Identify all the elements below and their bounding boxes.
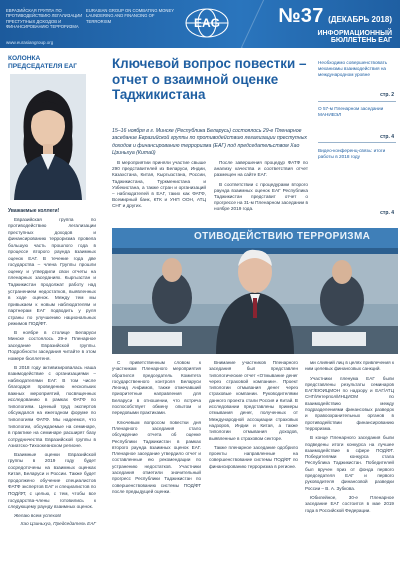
org-name-en: EURASIAN GROUP ON COMBATING MONEY LAUNDERING AND FINANCING OF TERRORISM [86, 8, 174, 24]
column-text [8, 208, 96, 530]
chairman-column [0, 48, 100, 574]
sidebar-item[interactable] [318, 148, 396, 218]
plenary-photo [112, 228, 398, 354]
eag-logo-icon [184, 6, 230, 40]
sidebar-item-page: стр. 4 [380, 134, 394, 140]
article-paragraph: С приветственным словом к участникам Пленарного мероприятия обратился председатель Комитета государственного контроля Беларуси Леонид Анфимов, также отмечавший приоритетные направления для Беларуси в отношении, что встреча поспособствует обмену опытом и передовыми практиками. [112, 360, 201, 416]
sidebar-divider [318, 142, 396, 143]
photo-banner-text: ОТИВОДЕЙСТВИЮ ТЕРРОРИЗМА [194, 231, 371, 242]
column-paragraph: Взаимные оценки Евразийской группы в 2019 году будет сосредоточены на взаимных оценках Китая, Беларуси и России. Также будет продолжено обучение специалистов ФАТФ экспертов ЕАГ и специалистов по ПОД/ФТ, с целью, с тем, чтобы все государства-члены готовились к следующему раунду взаимных оценок. [8, 451, 96, 510]
article-paragraph: Внимание участников Пленарного заседания был представлен типологические отчет «Отмывание денег через страховой компании». Проект типологии отмывания денег через страховые компании. Руководителями данного проекта стали Россия и Китай. В исследовании представлены примеры отмывания денег, полученных от Международной ассоциации страховых надзоров, Индии и Китая, а также типологии отмывания доходов, выявленные в страховом секторе. [209, 360, 298, 441]
plenary-photo-image [112, 228, 398, 354]
column-heading-line1: КОЛОНКА [8, 55, 41, 62]
column-paragraph: Евразийская группа по противодействию легализации преступных доходов и финансированию терроризма провела большую часть прошлого года в процессе второго раунда взаимных оценок ЕАГ. В течение года две государства – члена Группы прошли оценку и утвердили свои отчеты на пленарных заседаниях. Кыргызстан и Таджикистан продолжат работу над устранением недостатков, выявленных в ходе оценок. Между тем мы привыкаем к новым наблюдателям и партнерам ЕАГ подводить у руля страны по улучшению национальных режимов ПОД/ФТ. [8, 216, 96, 327]
issue-date: (ДЕКАБРЬ 2018) [328, 15, 392, 24]
column-heading [8, 55, 77, 71]
column-signature: Хао Цзиньхуа, Председатель ЕАГ [20, 521, 96, 527]
article-lead: 15–16 ноября в г. Минске (Республика Беларусь) состоялось 29-е Пленарное заседание Евразийской группы по противодействию легализации преступных доходов и финансированию терроризма (ЕАГ) под председательством Хао Цзиньхуа (Китай) [112, 128, 307, 156]
chairman-portrait [10, 74, 86, 200]
article-paragraph: В конце Пленарного заседания были подведены итоги конкурса на лучшее взаимодействие в сфере ПОД/ФТ. Победителями конкурса стала Республика Таджикистан. Победителей был вручен приз от фонда первого председателя ЕАГ и первого руководителя финансовой разведки России – В. А. Зубкова. [305, 435, 394, 491]
article-headline: Ключевой вопрос повестки – отчет о взаимной оценке Таджикистана [112, 56, 307, 103]
column-heading-line2: ПРЕДСЕДАТЕЛЯ ЕАГ [8, 63, 78, 70]
article-paragraph: В соответствии с процедурами второго раунда взаимных оценок ЕАГ Республика Таджикистан представит отчет о прогрессе на 31-м Пленарном заседании в ноябре 2019 года. [214, 181, 308, 212]
article-paragraph: ми слияний лиц в целях привлечения к ним целевых финансовых санкций. [305, 360, 394, 372]
logo-text: EAG [193, 16, 221, 30]
article-bottom-column-1 [112, 360, 201, 498]
website-url[interactable]: www.eurasiangroup.org [6, 40, 54, 45]
article-column-1 [112, 160, 206, 213]
bulletin-title-line1: ИНФОРМАЦИОННЫЙ [317, 30, 392, 37]
sidebar-item-page: стр. 4 [380, 210, 394, 216]
column-greeting: Уважаемые коллеги! [8, 208, 60, 214]
article-paragraph: Ключевым вопросом повестки дня Пленарного заседания стало обсуждение отчета об оценке Республики Таджикистан в рамках второго раунда взаимных оценок ЕАГ. Пленарное заседание утвердило отчет и составленные ею рекомендации по устранению недостатков. Участники заседания отметили значительный прогресс Республики Таджикистан по совершенствованию системы ПОД/ФТ после предыдущей оценки. [112, 419, 201, 494]
article-paragraph: Юбилейное, 30-е Пленарное заседание ЕАГ состоится в мае 2019 года в Российской Федерации. [305, 494, 394, 513]
article-column-2 [214, 160, 308, 216]
org-name-ru: ЕВРАЗИЙСКАЯ ГРУППА ПО ПРОТИВОДЕЙСТВИЮ ЛЕГАЛИЗАЦИИ ПРЕСТУПНЫХ ДОХОДОВ И ФИНАНСИРОВАНИЮ ТЕРРОРИЗМА [6, 8, 83, 30]
article-bottom-column-2 [209, 360, 298, 473]
sidebar-item[interactable] [318, 60, 396, 100]
issue-line [278, 5, 392, 28]
sidebar-item-page: стр. 2 [380, 92, 394, 98]
article-paragraph: Участники пленума ЕАГ были представлены результаты семинаров ЕАГ/ЕЮИЦМОН по надзору и ЕАГ/АТЦ СНГ/Интерпол/ИНЦИОМ по взаимодействию между подразделениями финансовых разведок и правоохранительных органов в противодействии финансированию терроризма. [305, 375, 394, 431]
article-paragraph: После завершения процедур ФАТФ по анализу качества и соответствия отчет размещен на сайте ЕАГ. [214, 160, 308, 178]
sidebar-divider [318, 101, 396, 102]
article-paragraph: Также пленарное заседание одобрило проекты направленные на совершенствование системы ПОД/ФТ по финансированию терроризма в регионе. [209, 444, 298, 469]
bulletin-title-line2: БЮЛЛЕТЕНЬ ЕАГ [330, 37, 392, 44]
sidebar-item[interactable] [318, 106, 396, 142]
masthead [0, 0, 400, 48]
issue-block [278, 5, 392, 44]
column-paragraph: В ноябре в столице Беларуси Минске состоялось 29-е Пленарное заседание Евразийской группы. Подробности заседания читайте в этом номере бюллетеня. [8, 329, 96, 362]
column-paragraph: Желаю всем успехов! [14, 512, 62, 518]
column-paragraph: В 2018 году активизировалась наша взаимодействие с организациями – наблюдателями ЕАГ. В том числе благодаря проведению нескольких важных мероприятий, посвященных исследованию в рамках ФАТФ по типологиям. Ценный труд экспертов обсуждался на ежегодном форуме по типологиям ФАТФ. Мы надеемся, что типологии, обсуждаемые на семинаре, в практике на семинаре расширят базу сотрудничества Евразийской группы в Азиатско-Тихоокеанском регионе. [8, 364, 96, 449]
article-paragraph: В мероприятии приняли участие свыше 290 представителей из Беларуси, Индии, Казахстана, Китая, Кыргызстана, России, Таджикистана, Туркменистана и Узбекистана, а также стран и организаций – наблюдателей в ЕАГ, таких как ФАТФ, Всемирный банк, КТК и УНП ООН, АТЦ СНГ и других. [112, 160, 206, 209]
issue-number: №37 [278, 5, 324, 27]
article-bottom-column-3 [305, 360, 394, 517]
sidebar-item-text: Видео-конференц-связь: итоги работы в 2018 году [318, 148, 386, 160]
sidebar-item-text: О 57-м Пленарном заседании МАНИВЭЛ [318, 106, 384, 118]
sidebar-item-text: Необходимо совершенствовать механизмы взаимодействия на международном уровне [318, 60, 388, 78]
